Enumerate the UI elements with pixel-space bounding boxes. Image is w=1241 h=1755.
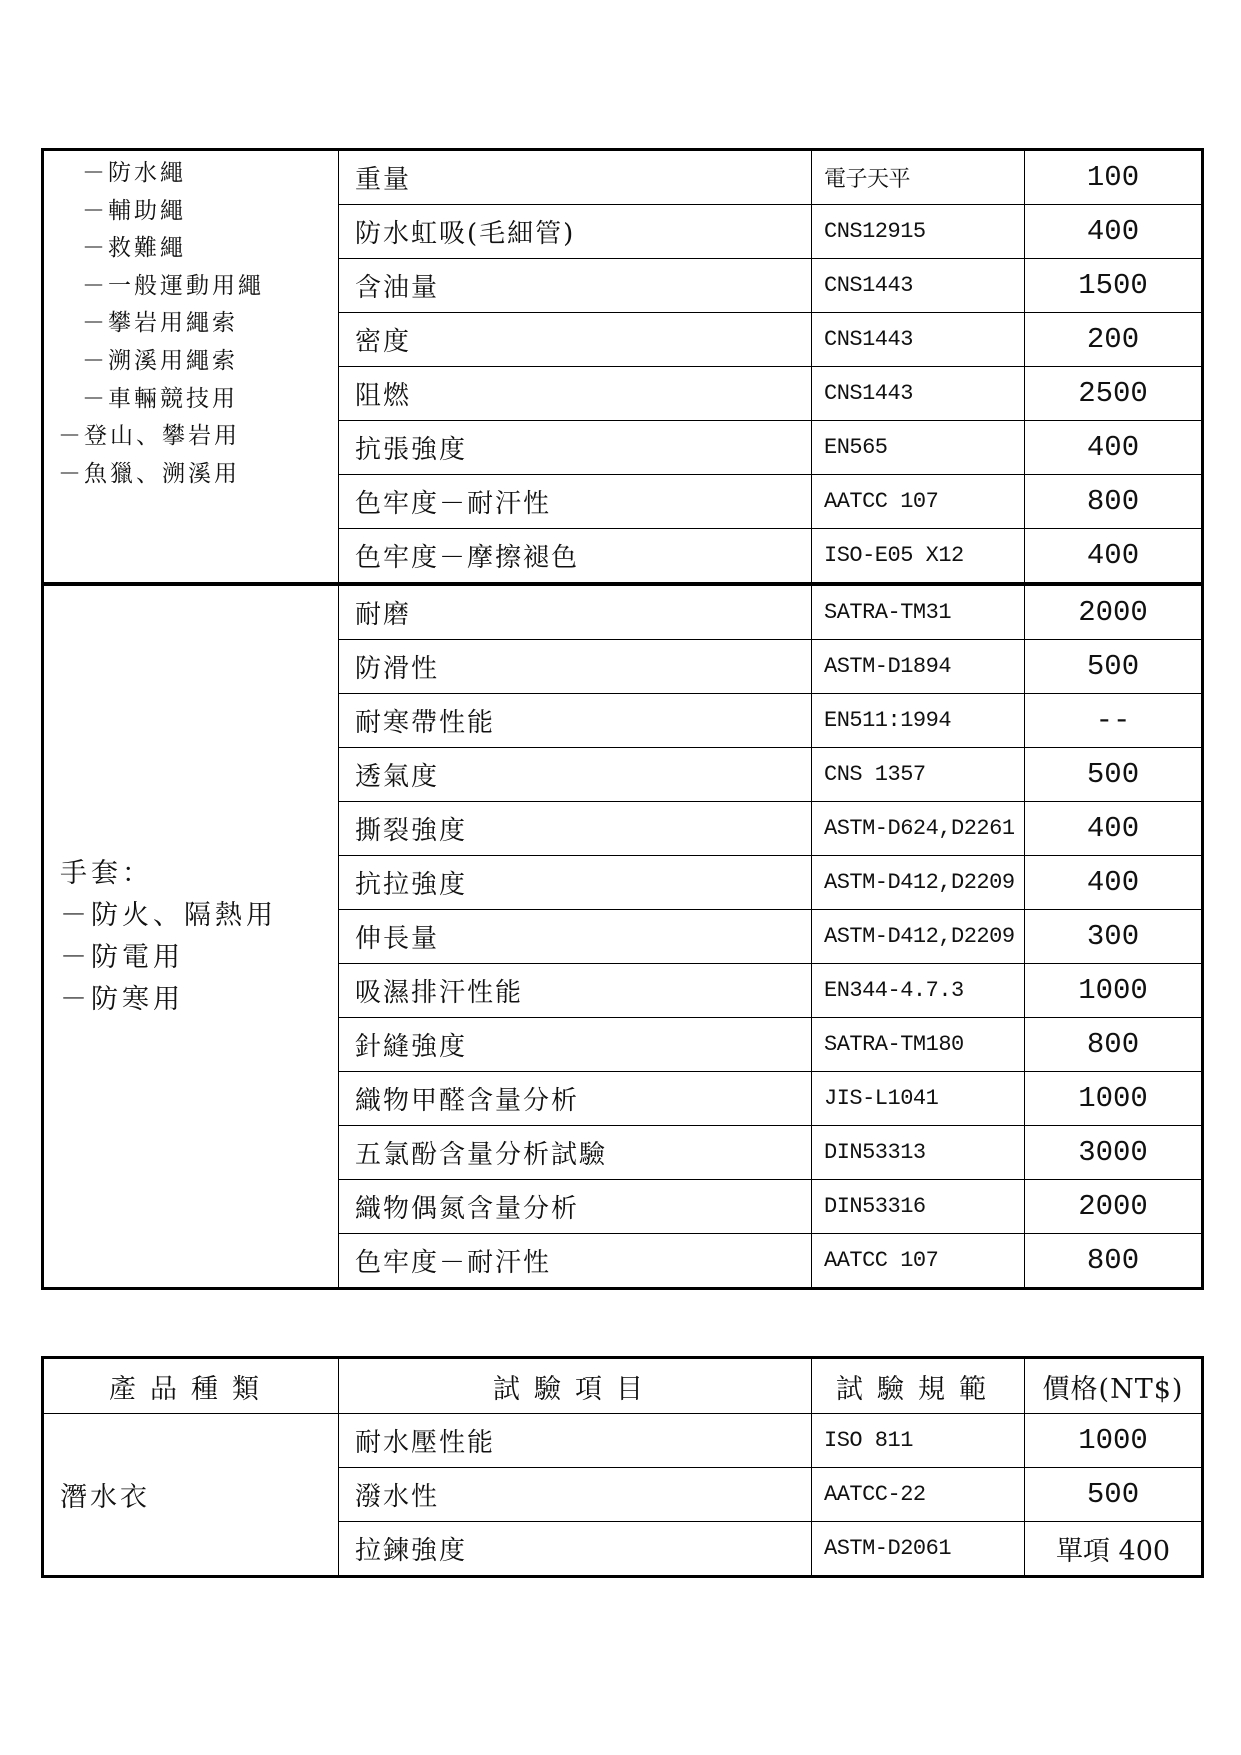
test-price: 500 <box>1025 748 1203 802</box>
test-price-table <box>41 148 1204 1290</box>
test-standard: EN511:1994 <box>812 694 1025 748</box>
test-item: 潑水性 <box>339 1468 812 1522</box>
test-price: -- <box>1025 694 1203 748</box>
product-line: －登山、攀岩用 <box>58 423 240 450</box>
table-row <box>43 584 1203 640</box>
test-standard: ASTM-D412,D2209 <box>812 910 1025 964</box>
test-price-table-body <box>43 150 1203 1289</box>
product-line: －攀岩用繩索 <box>82 310 238 337</box>
test-standard: CNS1443 <box>812 259 1025 313</box>
test-standard: CNS 1357 <box>812 748 1025 802</box>
test-price: 500 <box>1025 1468 1203 1522</box>
table-header-row <box>43 1358 1203 1414</box>
test-price: 1000 <box>1025 1072 1203 1126</box>
test-price: 500 <box>1025 640 1203 694</box>
test-standard: ASTM-D2061 <box>812 1522 1025 1577</box>
test-price: 單項 400 <box>1025 1522 1203 1577</box>
test-item: 耐寒帶性能 <box>339 694 812 748</box>
test-standard: AATCC 107 <box>812 1234 1025 1289</box>
product-line: －防水繩 <box>82 160 186 186</box>
test-item: 防滑性 <box>339 640 812 694</box>
test-price: 400 <box>1025 802 1203 856</box>
product-line: －救難繩 <box>82 235 186 262</box>
table-row <box>43 1414 1203 1468</box>
test-price: 800 <box>1025 1018 1203 1072</box>
product-type-cell: 潛水衣 <box>43 1414 339 1577</box>
test-standard: SATRA-TM180 <box>812 1018 1025 1072</box>
test-standard: CNS1443 <box>812 367 1025 421</box>
test-price: 100 <box>1025 150 1203 205</box>
test-standard: ASTM-D624,D2261 <box>812 802 1025 856</box>
product-line: －溯溪用繩索 <box>82 347 238 374</box>
product-line: －輔助繩 <box>82 197 186 224</box>
table-row <box>43 150 1203 205</box>
test-price: 1000 <box>1025 964 1203 1018</box>
test-price: 1500 <box>1025 259 1203 313</box>
product-line: －防寒用 <box>60 983 184 1015</box>
test-price: 2000 <box>1025 584 1203 640</box>
test-item: 抗張強度 <box>339 421 812 475</box>
test-price: 400 <box>1025 529 1203 585</box>
test-price: 2500 <box>1025 367 1203 421</box>
test-standard: DIN53313 <box>812 1126 1025 1180</box>
product-type-cell <box>43 584 339 1289</box>
product-type-cell <box>43 150 339 585</box>
product-line: －車輛競技用 <box>82 385 238 412</box>
test-item: 織物偶氮含量分析 <box>339 1180 812 1234</box>
wetsuit-price-table <box>41 1356 1204 1578</box>
test-item: 伸長量 <box>339 910 812 964</box>
test-item: 防水虹吸(毛細管) <box>339 205 812 259</box>
test-item: 透氣度 <box>339 748 812 802</box>
test-item: 耐磨 <box>339 584 812 640</box>
product-line: －一般運動用繩 <box>82 272 264 299</box>
product-line: －防火、隔熱用 <box>60 899 277 931</box>
test-item: 阻燃 <box>339 367 812 421</box>
test-standard: CNS1443 <box>812 313 1025 367</box>
test-item: 色牢度－耐汗性 <box>339 475 812 529</box>
test-price: 300 <box>1025 910 1203 964</box>
test-item: 色牢度－摩擦褪色 <box>339 529 812 585</box>
test-item: 拉鍊強度 <box>339 1522 812 1577</box>
test-price: 400 <box>1025 421 1203 475</box>
test-item: 耐水壓性能 <box>339 1414 812 1468</box>
test-price: 800 <box>1025 1234 1203 1289</box>
test-price: 400 <box>1025 205 1203 259</box>
product-line: 手套： <box>60 857 153 889</box>
test-standard: 電子天平 <box>812 150 1025 205</box>
header-price: 價格(NT$) <box>1025 1358 1203 1414</box>
test-standard: SATRA-TM31 <box>812 584 1025 640</box>
test-standard: EN565 <box>812 421 1025 475</box>
test-price: 3000 <box>1025 1126 1203 1180</box>
test-item: 含油量 <box>339 259 812 313</box>
test-standard: ASTM-D1894 <box>812 640 1025 694</box>
test-item: 重量 <box>339 150 812 205</box>
test-price: 200 <box>1025 313 1203 367</box>
test-standard: AATCC 107 <box>812 475 1025 529</box>
test-standard: EN344-4.7.3 <box>812 964 1025 1018</box>
header-product-type: 產品種類 <box>43 1358 339 1414</box>
product-line: －防電用 <box>60 941 184 973</box>
test-standard: ASTM-D412,D2209 <box>812 856 1025 910</box>
header-test-item: 試驗項目 <box>339 1358 812 1414</box>
test-standard: CNS12915 <box>812 205 1025 259</box>
test-item: 針縫強度 <box>339 1018 812 1072</box>
test-item: 密度 <box>339 313 812 367</box>
test-price: 1000 <box>1025 1414 1203 1468</box>
test-item: 抗拉強度 <box>339 856 812 910</box>
test-price: 2000 <box>1025 1180 1203 1234</box>
test-standard: JIS-L1041 <box>812 1072 1025 1126</box>
header-test-standard: 試驗規範 <box>812 1358 1025 1414</box>
test-price: 400 <box>1025 856 1203 910</box>
wetsuit-price-table-body <box>43 1358 1203 1577</box>
test-item: 吸濕排汗性能 <box>339 964 812 1018</box>
test-standard: AATCC-22 <box>812 1468 1025 1522</box>
product-line: －魚獵、溯溪用 <box>58 460 240 487</box>
test-item: 五氯酚含量分析試驗 <box>339 1126 812 1180</box>
test-item: 色牢度－耐汗性 <box>339 1234 812 1289</box>
test-standard: ISO-E05 X12 <box>812 529 1025 585</box>
test-price: 800 <box>1025 475 1203 529</box>
test-item: 撕裂強度 <box>339 802 812 856</box>
test-standard: ISO 811 <box>812 1414 1025 1468</box>
test-item: 織物甲醛含量分析 <box>339 1072 812 1126</box>
test-standard: DIN53316 <box>812 1180 1025 1234</box>
